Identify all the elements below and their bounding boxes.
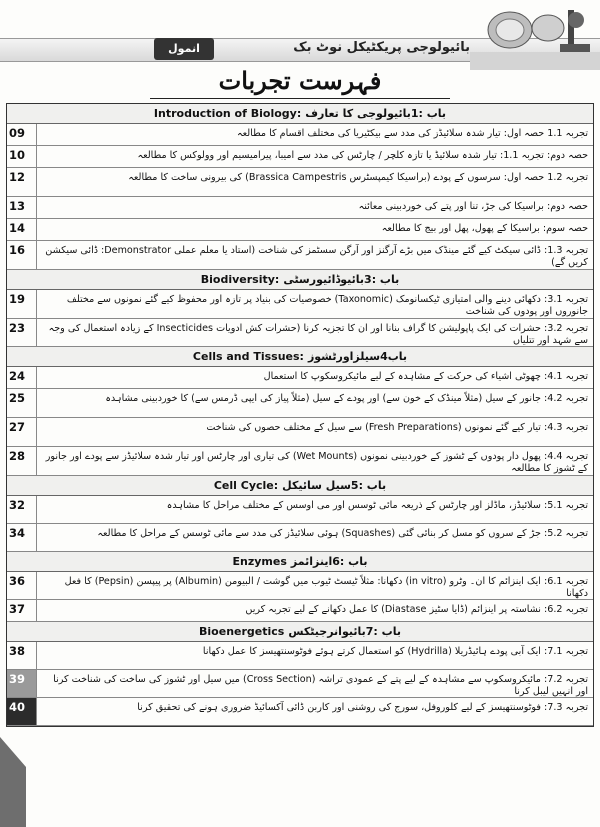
experiment-title: تجربہ 4.4: پھول دار پودوں کے ٹشوز کے خوردبینی نمونوں (Wet Mounts) کی تیاری اور چارٹس اور تیار شدہ سلائیڈز سے پودے اور جانور کے ٹشوز کا مطالعہ bbox=[45, 451, 588, 474]
experiment-title: تجربہ 4.1: چھوٹی اشیاء کی حرکت کے مشاہدہ کے لیے مائیکروسکوپ کا استعمال bbox=[263, 371, 588, 382]
table-row bbox=[7, 642, 593, 670]
page-number: 37 bbox=[7, 600, 37, 621]
title-underline bbox=[150, 98, 450, 99]
experiment-title: تجربہ 7.3: فوٹوسنتھیسز کے لیے کلوروفل، سورج کی روشنی اور کاربن ڈائی آکسائیڈ ضروری ہونے کی تحقیق کرنا bbox=[137, 702, 588, 713]
experiment-title: تجربہ 7.1: ایک آبی پودے ہائیڈریلا (Hydrilla) کو استعمال کرتے ہوئے فوٹوسنتھیسز کا عمل دکھانا bbox=[202, 646, 588, 657]
experiment-title: حصہ دوم: تجربہ 1.1: تیار شدہ سلائیڈ یا تازہ کلچر / چارٹس کی مدد سے امیبا، پیرامیسیم اور وولوکس کا مطالعہ bbox=[137, 150, 588, 161]
page-number: 28 bbox=[7, 447, 37, 475]
table-row bbox=[7, 524, 593, 552]
section-heading bbox=[7, 104, 593, 124]
contents-table bbox=[6, 103, 594, 727]
experiment-title: تجربہ 1.2 حصہ اول: سرسوں کے پودے (براسیکا کیمپسٹرس Brassica Campestris) کی بیرونی ساخت کا مطالعہ bbox=[128, 172, 588, 183]
section-heading bbox=[7, 270, 593, 290]
table-row bbox=[7, 241, 593, 270]
page-number: 25 bbox=[7, 389, 37, 417]
page-number: 36 bbox=[7, 572, 37, 599]
section-heading bbox=[7, 552, 593, 572]
section-heading bbox=[7, 347, 593, 367]
section-heading-en: Cells and Tissues: bbox=[192, 350, 304, 363]
page-number: 24 bbox=[7, 367, 37, 388]
microscope-illustration bbox=[470, 0, 600, 70]
section-heading-ur: باب :5سیل سائیکل bbox=[282, 479, 387, 492]
table-row bbox=[7, 418, 593, 447]
table-row bbox=[7, 124, 593, 146]
page-number: 12 bbox=[7, 168, 37, 196]
experiment-title: حصہ سوم: براسیکا کے پھول، پھل اور بیج کا مطالعہ bbox=[381, 223, 588, 234]
experiment-title: تجربہ 1.1 حصہ اول: تیار شدہ سلائیڈز کی مدد سے بیکٹیریا کی مختلف اقسام کا مطالعہ bbox=[236, 128, 588, 139]
section-heading bbox=[7, 476, 593, 496]
page-number: 16 bbox=[7, 241, 37, 269]
experiment-title: تجربہ 5.2: جڑ کے سروں کو مسل کر بنائی گئی (Squashes) ہوئی سلائیڈز کی مدد سے مائی ٹوسس کے مراحل کا مطالعہ bbox=[97, 528, 588, 539]
experiment-title: حصہ دوم: براسیکا کی جڑ، تنا اور پتے کی خوردبینی معائنہ bbox=[358, 201, 588, 212]
page-number: 10 bbox=[7, 146, 37, 167]
experiment-title: تجربہ 3.1: دکھائی دینے والی امتیازی ٹیکسانومک (Taxonomic) خصوصیات کی بنیاد پر تازہ اور محفوظ کیے گئے نمونوں سے مختلف جانوروں اور پودوں کی شناخت bbox=[66, 294, 588, 317]
page-number: 34 bbox=[7, 524, 37, 551]
book-title: بائیولوجی پریکٹیکل نوٹ بک bbox=[293, 40, 470, 55]
experiment-title: تجربہ 4.3: تیار کیے گئے نمونوں (Fresh Preparations) سے سیل کے مختلف حصوں کی شناخت bbox=[206, 422, 588, 433]
experiment-title: تجربہ 4.2: جانور کے سیل (مثلاً مینڈک کے خون سے) اور پودے کے سیل (مثلاً پیاز کی ایپی ڈرمس سے) کا خوردبینی مشاہدہ bbox=[105, 393, 588, 404]
page-number: 09 bbox=[7, 124, 37, 145]
section-heading-en: Cell Cycle: bbox=[213, 479, 279, 492]
page-number: 23 bbox=[7, 319, 37, 346]
section-heading-en: Bioenergetics bbox=[199, 625, 285, 638]
table-row bbox=[7, 389, 593, 418]
page-number: 13 bbox=[7, 197, 37, 218]
page-number: 38 bbox=[7, 642, 37, 669]
page-number: 27 bbox=[7, 418, 37, 446]
table-row bbox=[7, 572, 593, 600]
page-number: 32 bbox=[7, 496, 37, 523]
page-number: 40 bbox=[7, 698, 37, 725]
table-row bbox=[7, 670, 593, 698]
section-heading-ur: باب :6اینزائمز bbox=[290, 555, 368, 568]
table-row bbox=[7, 319, 593, 347]
table-row bbox=[7, 367, 593, 389]
table-row bbox=[7, 698, 593, 726]
page-number: 19 bbox=[7, 290, 37, 318]
experiment-title: تجربہ 7.2: مائیکروسکوپ سے مشاہدہ کے لیے پتے کے عمودی تراشہ (Cross Section) میں سیل اور ٹشوز کی ساخت کی شناخت کرنا اور انہیں لیبل کرنا bbox=[53, 674, 588, 697]
section-heading-ur: باب :7بائیوانرجیٹکس bbox=[288, 625, 401, 638]
table-row bbox=[7, 219, 593, 241]
section-heading-ur: باب4سیلزاورٹشوز bbox=[307, 350, 408, 363]
table-row bbox=[7, 496, 593, 524]
table-row bbox=[7, 168, 593, 197]
table-row bbox=[7, 197, 593, 219]
experiment-title: تجربہ 3.2: حشرات کی ایک پاپولیشن کا گراف بنانا اور ان کا تجزیہ کرنا (حشرات کش ادویات Insecticides کے زیادہ استعمال کی وجہ سے شہد اور تتلیاں bbox=[48, 323, 588, 346]
section-heading bbox=[7, 622, 593, 642]
page-title: فہرست تجربات bbox=[218, 66, 382, 95]
corner-decoration bbox=[0, 737, 26, 827]
page-number: 14 bbox=[7, 219, 37, 240]
page-number: 39 bbox=[7, 670, 37, 697]
table-row bbox=[7, 290, 593, 319]
table-row bbox=[7, 447, 593, 476]
experiment-title: تجربہ 6.1: ایک اینزائم کا ان۔ وٹرو (in vitro) دکھانا: مثلاً ٹیسٹ ٹیوب میں گوشت / البیومن (Albumin) پر پیپسن (Pepsin) کا فعل دکھانا bbox=[64, 576, 588, 599]
section-heading-ur: باب :1بائیولوجی کا تعارف bbox=[305, 107, 447, 120]
section-heading-en: Introduction of Biology: bbox=[153, 107, 302, 120]
section-heading-ur: باب :3بائیوڈائیورسٹی bbox=[283, 273, 400, 286]
section-heading-en: Biodiversity: bbox=[200, 273, 280, 286]
experiment-title: تجربہ 6.2: نشاستہ پر اینزائم (ڈایا سٹیز Diastase) کا عمل دکھانے کے لیے تجربہ کریں bbox=[245, 604, 588, 615]
experiment-title: تجربہ 5.1: سلائیڈز، ماڈلز اور چارٹس کے ذریعہ مائی ٹوسس اور می اوسس کے مختلف مراحل کا مشاہدہ bbox=[166, 500, 588, 511]
experiment-title: تجربہ 1.3: ڈائی سیکٹ کیے گئے مینڈک میں بڑے آرگنز اور آرگن سسٹمز کی شناخت (استاد یا معلم عملی Demonstrator: ڈائی سیکشن کریں گے) bbox=[45, 245, 588, 268]
table-row bbox=[7, 600, 593, 622]
table-row bbox=[7, 146, 593, 168]
section-heading-en: Enzymes bbox=[232, 555, 287, 568]
brand-badge: انمول bbox=[154, 38, 214, 60]
